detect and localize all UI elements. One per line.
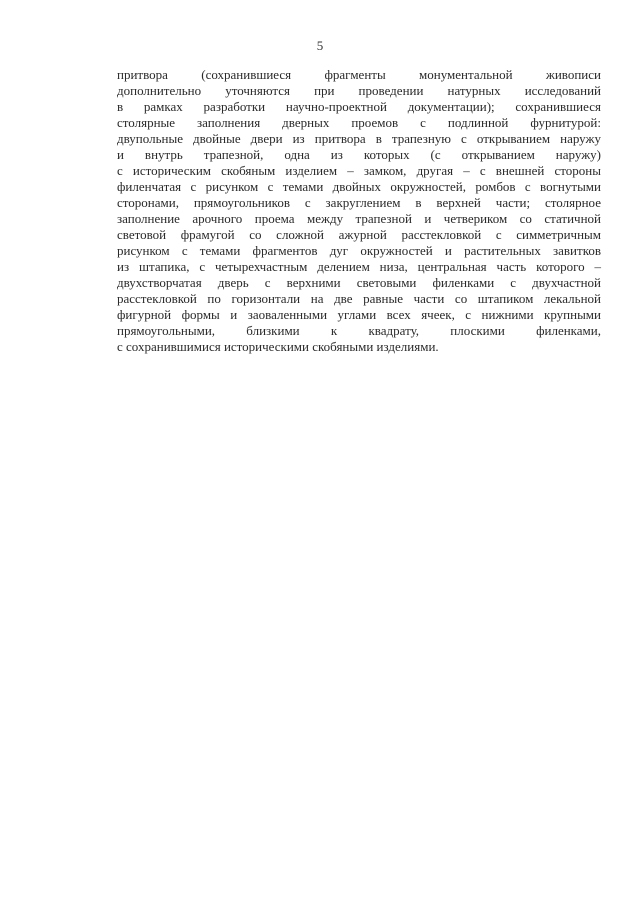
page-number: 5: [316, 38, 324, 53]
text-line: расстекловкой по горизонтали на две равные части со штапиком лекальной: [117, 291, 601, 306]
text-line: филенчатая с рисунком с темами двойных окружностей, ромбов с вогнутыми: [117, 179, 601, 194]
text-line: столярные заполнения дверных проемов с подлинной фурнитурой:: [117, 115, 601, 130]
text-line: прямоугольными, близкими к квадрату, плоскими филенками,: [117, 323, 601, 338]
text-line: сторонами, прямоугольников с закруглением в верхней части; столярное: [117, 195, 601, 210]
text-line: фигурной формы и заоваленными углами всех ячеек, с нижними крупными: [117, 307, 601, 322]
text-line: рисунком с темами фрагментов дуг окружностей и растительных завитков: [117, 243, 601, 258]
text-line: с историческим скобяным изделием – замком, другая – с внешней стороны: [117, 163, 601, 178]
text-line: двухстворчатая дверь с верхними световыми филенками с двухчастной: [117, 275, 601, 290]
text-line-last: с сохранившимися историческими скобяными изделиями.: [117, 339, 439, 354]
text-line: световой фрамугой со сложной ажурной расстекловкой с симметричным: [117, 227, 601, 242]
text-line: и внутрь трапезной, одна из которых (с открыванием наружу): [117, 147, 601, 162]
text-line: в рамках разработки научно-проектной документации); сохранившиеся: [117, 99, 601, 114]
body-text: [117, 67, 601, 355]
text-line: заполнение арочного проема между трапезной и четвериком со статичной: [117, 211, 601, 226]
text-line: из штапика, с четырехчастным делением низа, центральная часть которого –: [117, 259, 601, 274]
text-line: притвора (сохранившиеся фрагменты монументальной живописи: [117, 67, 601, 82]
text-line: двупольные двойные двери из притвора в трапезную с открыванием наружу: [117, 131, 601, 146]
text-line: дополнительно уточняются при проведении натурных исследований: [117, 83, 601, 98]
